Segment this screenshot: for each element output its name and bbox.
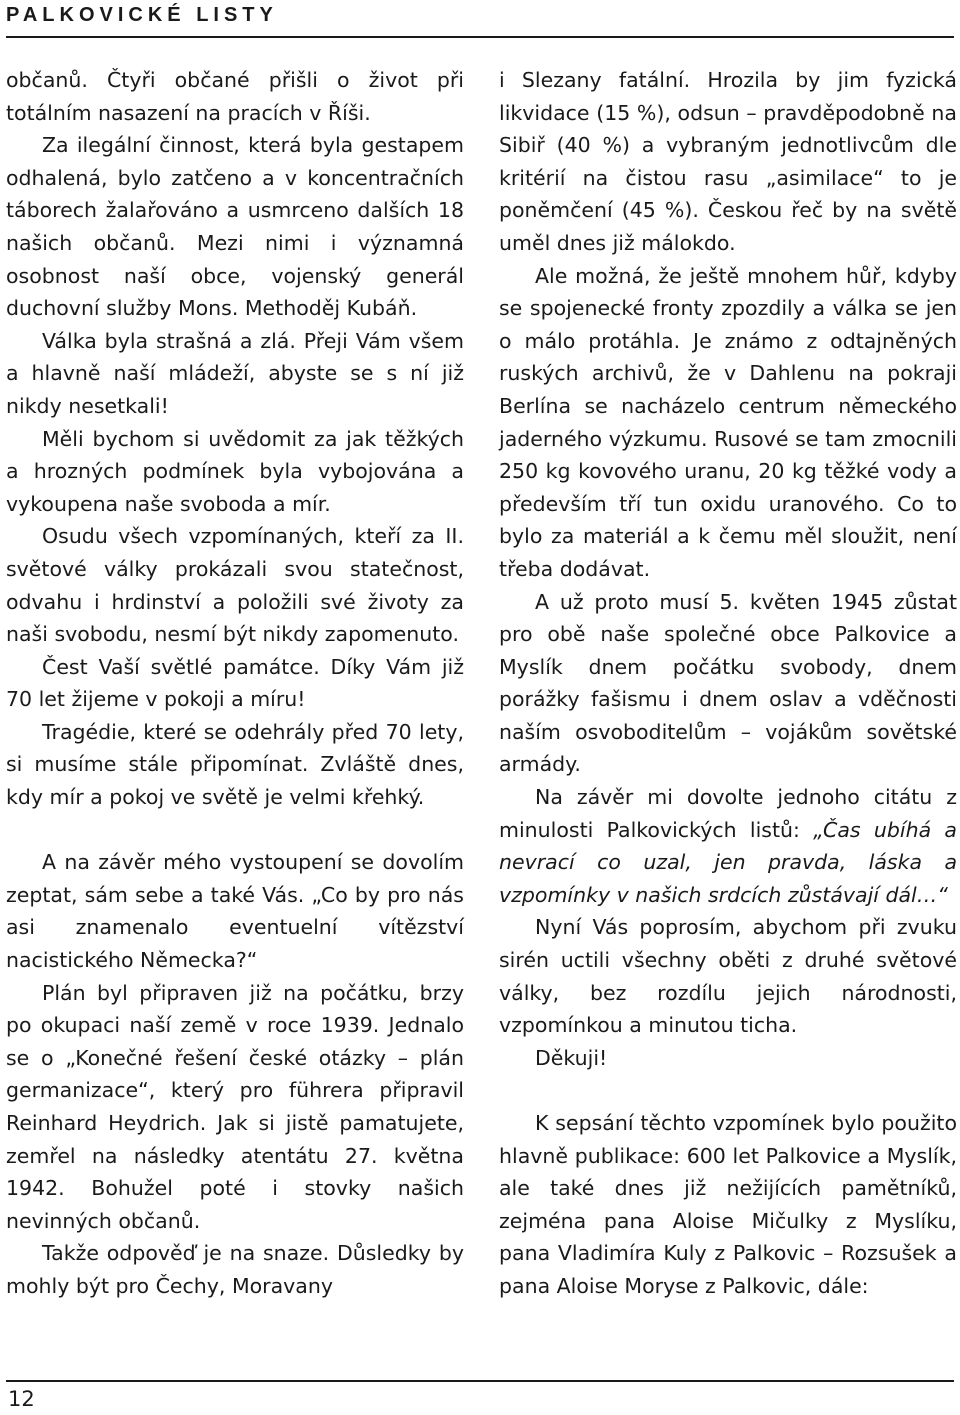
paragraph: Osudu všech vzpomínaných, kteří za II. světové války prokázali svou statečnost, odvahu i hrdinství a položili své životy za naši svobodu, nesmí být nikdy zapomenuto. <box>6 524 464 647</box>
paragraph: A už proto musí 5. květen 1945 zůstat pro obě naše společné obce Palkovice a Myslík dnem počátku svobody, dnem porážky fašismu i dnem oslav a vděčnosti naším osvoboditelům – vojákům sovětské armády. <box>499 589 957 777</box>
right-column <box>499 64 957 1303</box>
paragraph: A na závěr mého vystoupení se dovolím zeptat, sám sebe a také Vás. „Co by pro nás asi znamenalo eventuelní vítězství nacistického Německa?“ <box>6 850 464 973</box>
quote: „Čas ubíhá a nevrací co uzal, jen pravda, láska a vzpomínky v našich srdcích zůstávají dál…“ <box>499 817 957 907</box>
paragraph: občanů. Čtyři občané přišli o život při totálním nasazení na pracích v Říši. <box>6 68 464 125</box>
paragraph-gap <box>6 814 464 847</box>
paragraph: Tragédie, které se odehrály před 70 lety, si musíme stále připomínat. Zvláště dnes, kdy mír a pokoj ve světě je velmi křehký. <box>6 719 464 810</box>
paragraph: Nyní Vás poprosím, abychom při zvuku sirén uctili všechny oběti z druhé světové války, bez rozdílu jejich národnosti, vzpomínkou a minutou ticha. <box>499 915 957 1038</box>
paragraph: Za ilegální činnost, která byla gestapem odhalená, bylo zatčeno a v koncentračních táborech žalařováno a usmrceno dalších 18 našich občanů. Mezi nimi i významná osobnost naší obce, vojenský generál duchovní služby Mons. Methoděj Kubáň. <box>6 133 464 321</box>
paragraph-with-quote <box>499 781 957 911</box>
paragraph-text: Na závěr mi dovolte jednoho citátu z minulosti Palkovických listů: <box>499 785 957 842</box>
paragraph: Měli bychom si uvědomit za jak těžkých a hrozných podmínek byla vybojována a vykoupena naše svoboda a mír. <box>6 426 464 516</box>
header-divider <box>6 36 954 38</box>
paragraph: Děkuji! <box>535 1045 608 1070</box>
footer-divider <box>6 1380 954 1382</box>
paragraph: i Slezany fatální. Hrozila by jim fyzická likvidace (15 %), odsun – pravděpodobně na Sibiř (40 %) a vybraným jednotlivcům dle kritérií na čistou rasu „asimilace“ to je poněmčení (45 %). Českou řeč by na světě uměl dnes již málokdo. <box>499 68 957 255</box>
page-number: 12 <box>8 1387 35 1411</box>
paragraph: Takže odpověď je na snaze. Důsledky by mohly být pro Čechy, Moravany <box>6 1241 464 1298</box>
left-column <box>6 64 464 1303</box>
paragraph: Plán byl připraven již na počátku, brzy po okupaci naší země v roce 1939. Jednalo se o „Konečné řešení české otázky – plán germanizace“, který pro führera připravil Reinhard Heydrich. Jak si jistě pamatujete, zemřel na následky atentátu 27. května 1942. Bohužel poté i stovky našich nevinných občanů. <box>6 980 464 1233</box>
publication-title: PALKOVICKÉ LISTY <box>6 4 278 26</box>
page-header <box>0 0 960 34</box>
sources-paragraph: K sepsání těchto vzpomínek bylo použito hlavně publikace: 600 let Palkovice a Myslík, ale také dnes již nežijících pamětníků, zejména pana Aloise Mičulky z Myslíku, pana Vladimíra Kuly z Palkovic – Rozsušek a pana Aloise Moryse z Palkovic, dále: <box>499 1111 957 1298</box>
paragraph-gap <box>499 1074 957 1107</box>
paragraph: Čest Vaší světlé památce. Díky Vám již 70 let žijeme v pokoji a míru! <box>6 654 464 712</box>
paragraph: Válka byla strašná a zlá. Přeji Vám všem a hlavně naší mládeží, abyste se s ní již nikdy nesetkali! <box>6 328 464 418</box>
paragraph: Ale možná, že ještě mnohem hůř, kdyby se spojenecké fronty zpozdily a válka se jen o málo protáhla. Je známo z odtajněných ruských archivů, že v Dahlenu na pokraji Berlína se nacházelo centrum německého jaderného výzkumu. Rusové se tam zmocnili 250 kg kovového uranu, 20 kg těžké vody a především tří tun oxidu uranového. Co to bylo za materiál a k čemu měl sloužit, není třeba dodávat. <box>499 263 957 581</box>
